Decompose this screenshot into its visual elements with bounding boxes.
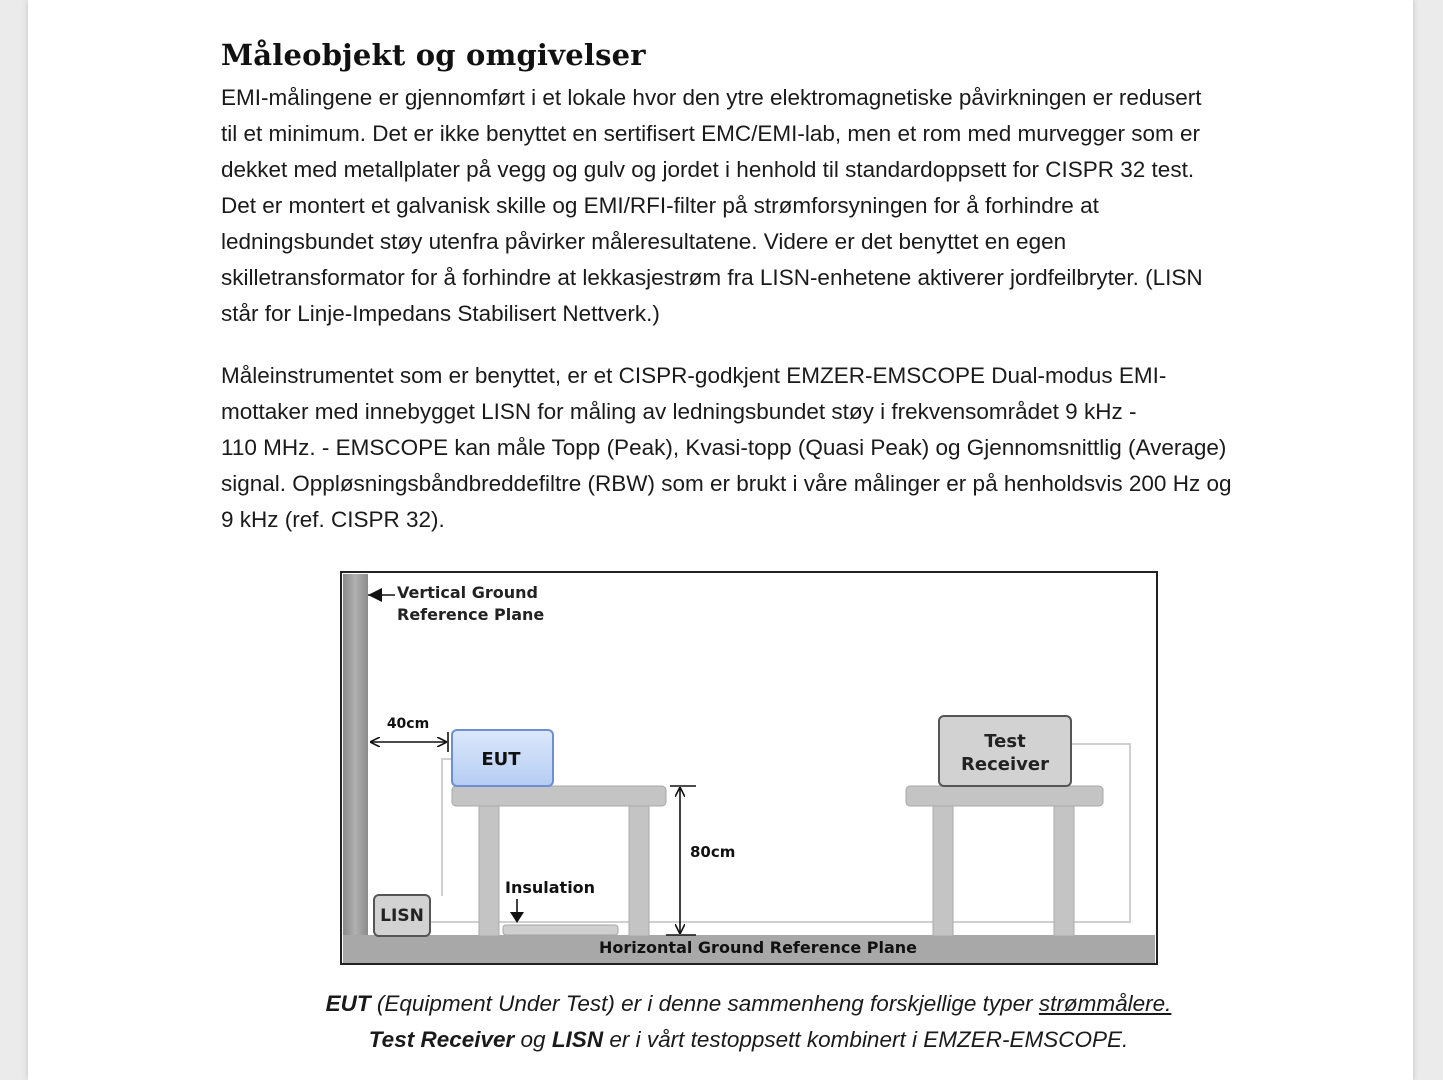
- receiver-label-line2: Receiver: [961, 754, 1049, 775]
- caption-eut-term: EUT: [325, 991, 371, 1016]
- insulation-label: Insulation: [505, 878, 596, 897]
- receiver-table-leg: [1054, 806, 1074, 936]
- caption-receiver-term: Test Receiver: [368, 1027, 515, 1052]
- figure-caption-line2: [221, 1022, 1276, 1058]
- paragraph-line: står for Linje-Impedans Stabilisert Nettverk.): [221, 301, 660, 326]
- receiver-table-top: [906, 786, 1103, 806]
- caption-underlined-term: strømmålere.: [1038, 991, 1172, 1016]
- vgrp-label-line1: Vertical Ground: [397, 583, 538, 602]
- hgrp-label: Horizontal Ground Reference Plane: [598, 938, 918, 957]
- eut-table-top: [452, 786, 666, 806]
- eut-table-leg: [629, 806, 649, 936]
- receiver-label-line1: Test: [984, 731, 1026, 752]
- section-heading: Måleobjekt og omgivelser: [221, 38, 646, 72]
- paragraph-line: ledningsbundet støy utenfra påvirker måleresultatene. Videre er det benyttet en egen: [221, 229, 1067, 254]
- paragraph-line: signal. Oppløsningsbåndbreddefiltre (RBW) som er brukt i våre målinger er på henholdsvis 200 Hz og: [221, 471, 1232, 496]
- eut-label: EUT: [481, 749, 521, 770]
- paragraph-line: til et minimum. Det er ikke benyttet en sertifisert EMC/EMI-lab, men et rom med murvegger som er: [221, 121, 1201, 146]
- paragraph-line: mottaker med innebygget LISN for måling av ledningsbundet støy i frekvensområdet 9 kHz -: [221, 399, 1137, 424]
- insulation-pad: [503, 925, 618, 935]
- document-page: [28, 0, 1413, 1080]
- caption-text: og: [514, 1027, 552, 1052]
- receiver-table-leg: [933, 806, 953, 936]
- height-80-label: 80cm: [690, 843, 736, 861]
- caption-text: (Equipment Under Test) er i denne sammenheng forskjellige typer: [370, 991, 1039, 1016]
- paragraph-instrument: [221, 358, 1281, 538]
- distance-40-label: 40cm: [386, 716, 430, 732]
- vertical-ground-plane: [343, 574, 368, 936]
- paragraph-line: skilletransformator for å forhindre at lekkasjestrøm fra LISN-enhetene aktiverer jordfeilbryter. (LISN: [221, 265, 1203, 290]
- paragraph-line: 110 MHz. - EMSCOPE kan måle Topp (Peak), Kvasi-topp (Quasi Peak) og Gjennomsnittlig (Average): [221, 435, 1227, 460]
- paragraph-line: 9 kHz (ref. CISPR 32).: [221, 507, 445, 532]
- lisn-label: LISN: [380, 906, 424, 926]
- vgrp-label-line2: Reference Plane: [397, 605, 545, 624]
- paragraph-environment: [221, 80, 1281, 332]
- caption-text: er i vårt testoppsett kombinert i EMZER-EMSCOPE.: [603, 1027, 1129, 1052]
- paragraph-line: dekket med metallplater på vegg og gulv og jordet i henhold til standardoppsett for CISPR 32 test.: [221, 157, 1195, 182]
- paragraph-line: EMI-målingene er gjennomført i et lokale hvor den ytre elektromagnetiske påvirkningen er redusert: [221, 85, 1202, 110]
- test-setup-diagram: [340, 571, 1158, 965]
- figure-caption-line1: [221, 986, 1276, 1022]
- paragraph-line: Det er montert et galvanisk skille og EMI/RFI-filter på strømforsyningen for å forhindre at: [221, 193, 1099, 218]
- paragraph-line: Måleinstrumentet som er benyttet, er et CISPR-godkjent EMZER-EMSCOPE Dual-modus EMI-: [221, 363, 1167, 388]
- eut-table-leg: [479, 806, 499, 936]
- caption-lisn-term: LISN: [551, 1027, 604, 1052]
